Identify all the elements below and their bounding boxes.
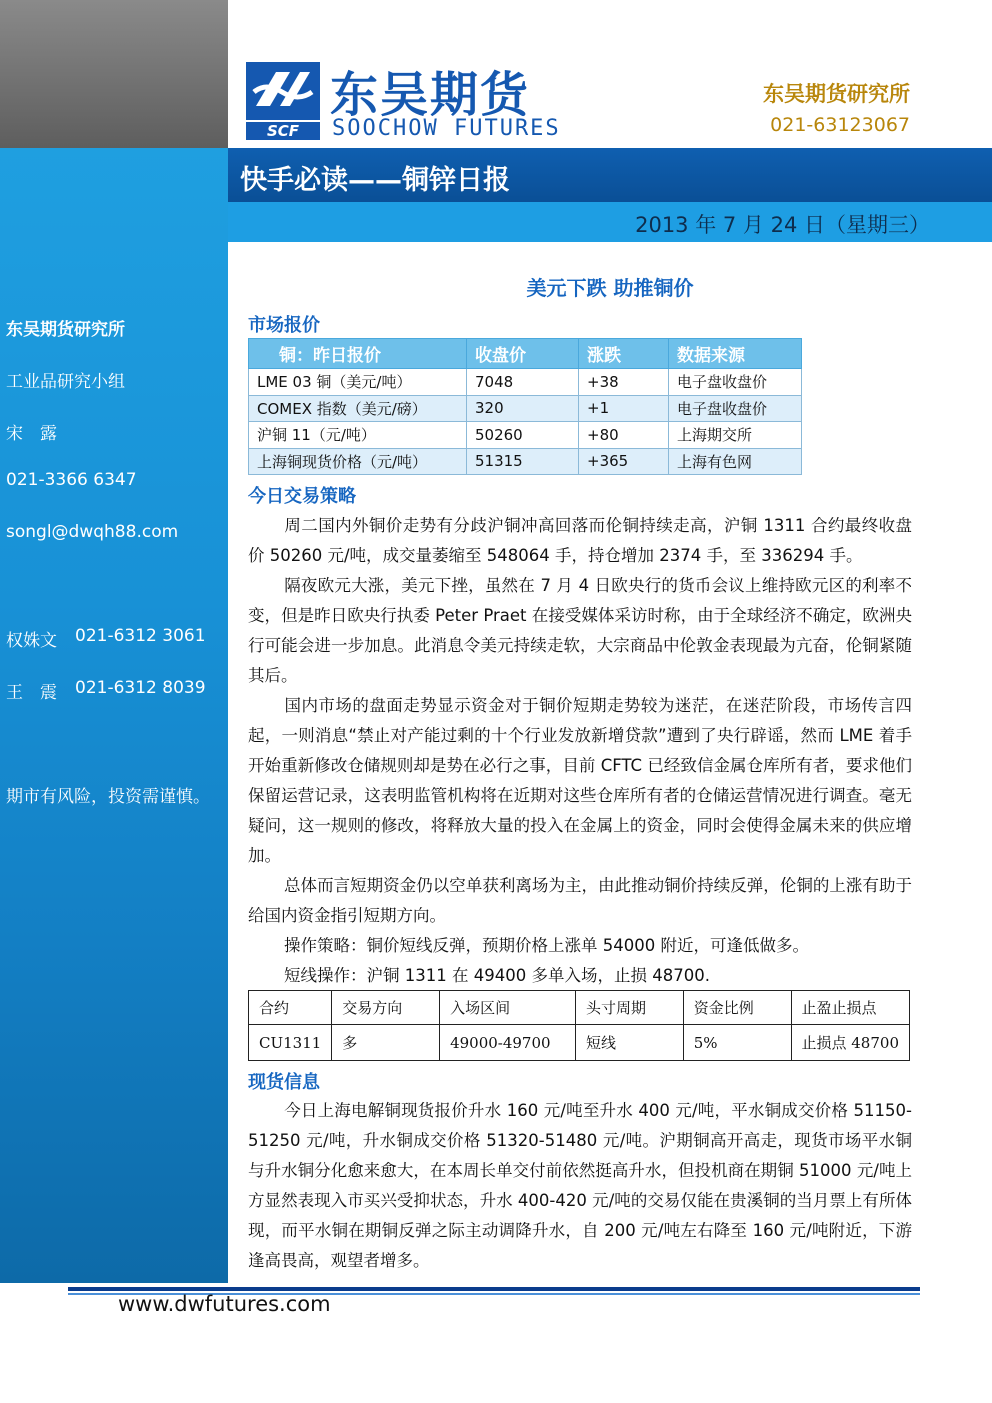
contact-name: 权姝文 — [6, 631, 57, 651]
footer-divider — [68, 1287, 920, 1291]
sidebar-analyst-phone: 021-3366 6347 — [6, 470, 137, 490]
table-cell: 交易方向 — [332, 991, 440, 1025]
table-cell: +38 — [579, 369, 669, 396]
table-cell: 止盈止损点 — [791, 991, 910, 1025]
table-cell: +80 — [579, 422, 669, 449]
strategy-paragraph: 操作策略：铜价短线反弹，预期价格上涨单 54000 附近，可逢低做多。 — [284, 936, 809, 955]
table-cell: 上海期交所 — [669, 422, 802, 449]
strategy-paragraph: 隔夜欧元大涨，美元下挫，虽然在 7 月 4 日欧央行的货币会议上维持欧元区的利率不变，但是昨日欧央行执委 Peter Praet 在接受媒体采访时称，由于全球经济不确定，欧洲央行可能会进一步加息。此消息令美元持续走软，大宗商品中伦敦金表现最为亢奋，伦铜紧随其后。 — [248, 576, 912, 685]
table-row — [249, 369, 802, 396]
spot-paragraph: 今日上海电解铜现货报价升水 160 元/吨至升水 400 元/吨，平水铜成交价格 51150-51250 元/吨，升水铜成交价格 51320-51480 元/吨。沪期铜高开高走，现货市场平水铜与升水铜分化愈来愈大，在本周长单交付前依然挺高升水，但投机商在期铜 51000 元/吨上方显然表现入市买兴受抑状态，升水 400-420 元/吨的交易仅能在贵溪铜的当月票上有所体现，而平水铜在期铜反弹之际主动调降升水，自 200 元/吨左右降至 160 元/吨附近，下游逢高畏高，观望者增多。 — [248, 1101, 912, 1270]
market-heading: 市场报价 — [248, 315, 320, 336]
table-cell: 50260 — [467, 422, 579, 449]
trade-table — [248, 990, 910, 1061]
table-cell: +365 — [579, 448, 669, 475]
contact-phone: 021-6312 3061 — [75, 626, 206, 646]
quote-header-cell: 数据来源 — [669, 339, 802, 369]
table-cell: 320 — [467, 395, 579, 422]
report-title: 快手必读——铜锌日报 — [240, 165, 510, 196]
table-cell: 上海铜现货价格（元/吨） — [249, 448, 467, 475]
brand-name-en: SOOCHOW FUTURES — [332, 116, 561, 141]
sidebar-disclaimer: 期市有风险，投资需谨慎。 — [6, 787, 210, 807]
table-cell: 头寸周期 — [575, 991, 683, 1025]
table-cell: +1 — [579, 395, 669, 422]
table-cell: 上海有色网 — [669, 448, 802, 475]
table-cell: 5% — [683, 1025, 791, 1061]
table-cell: CU1311 — [249, 1025, 332, 1061]
strategy-paragraph: 国内市场的盘面走势显示资金对于铜价短期走势较为迷茫，在迷茫阶段，市场传言四起，一则消息“禁止对产能过剩的十个行业发放新增贷款”遭到了央行辟谣，然而 LME 着手开始重新修改仓储规则却是势在必行之事，目前 CFTC 已经致信金属仓库所有者，要求他们保留运营记录，这表明监管机构将在近期对这些仓库所有者的仓储运营情况进行调查。毫无疑问，这一规则的修改，将释放大量的投入在金属上的资金，同时会使得金属未来的供应增加。 — [248, 696, 912, 865]
table-row — [249, 1025, 910, 1061]
trade-header-row — [249, 991, 910, 1025]
quote-header-cell: 收盘价 — [467, 339, 579, 369]
sidebar-group: 工业品研究小组 — [6, 372, 125, 392]
report-headline: 美元下跌 助推铜价 — [526, 276, 694, 300]
table-row — [249, 395, 802, 422]
strategy-paragraph: 短线操作：沪铜 1311 在 49400 多单入场，止损 48700. — [284, 966, 710, 985]
table-cell: 入场区间 — [440, 991, 576, 1025]
quote-header-row — [249, 339, 802, 369]
strategy-paragraph: 周二国内外铜价走势有分歧沪铜冲高回落而伦铜持续走高，沪铜 1311 合约最终收盘价 50260 元/吨，成交量萎缩至 548064 手，持仓增加 2374 手，至 336294 手。 — [248, 516, 912, 565]
table-cell: 短线 — [575, 1025, 683, 1061]
brand-logo — [246, 60, 586, 142]
table-cell: 合约 — [249, 991, 332, 1025]
table-cell: COMEX 指数（美元/磅） — [249, 395, 467, 422]
table-cell: 49000-49700 — [440, 1025, 576, 1061]
brand-name-cn: 东吴期货 — [330, 67, 531, 123]
sidebar-analyst-email[interactable]: songl@dwqh88.com — [6, 522, 179, 542]
quote-table — [248, 338, 802, 475]
strategy-heading: 今日交易策略 — [248, 486, 356, 507]
table-cell: 51315 — [467, 448, 579, 475]
sidebar-contact — [6, 678, 206, 703]
table-cell: 电子盘收盘价 — [669, 395, 802, 422]
logo-mark-text: SCF — [266, 122, 300, 140]
table-cell: 多 — [332, 1025, 440, 1061]
sidebar-institute: 东吴期货研究所 — [6, 320, 125, 340]
table-cell: 电子盘收盘价 — [669, 369, 802, 396]
scf-logo-icon — [246, 62, 320, 140]
footer-url-link[interactable]: www.dwfutures.com — [118, 1292, 331, 1316]
sidebar-contact — [6, 626, 206, 651]
header-phone: 021-63123067 — [770, 114, 910, 136]
quote-header-cell: 铜：昨日报价 — [249, 339, 467, 369]
spot-heading: 现货信息 — [248, 1072, 320, 1093]
table-cell: 资金比例 — [683, 991, 791, 1025]
table-row — [249, 422, 802, 449]
table-cell: 7048 — [467, 369, 579, 396]
table-cell: LME 03 铜（美元/吨） — [249, 369, 467, 396]
table-cell: 沪铜 11（元/吨） — [249, 422, 467, 449]
header-institute: 东吴期货研究所 — [763, 82, 910, 106]
sidebar-body — [0, 148, 228, 1283]
title-band — [228, 148, 992, 202]
sidebar — [0, 0, 228, 1283]
contact-name: 王 震 — [6, 683, 57, 703]
quote-header-cell: 涨跌 — [579, 339, 669, 369]
strategy-paragraph: 总体而言短期资金仍以空单获利离场为主，由此推动铜价持续反弹，伦铜的上涨有助于给国内资金指引短期方向。 — [248, 876, 912, 925]
date-band — [228, 202, 992, 242]
table-cell: 止损点 48700 — [791, 1025, 910, 1061]
contact-phone: 021-6312 8039 — [75, 678, 206, 698]
sidebar-analyst: 宋 露 — [6, 424, 57, 444]
report-date: 2013 年 7 月 24 日（星期三） — [635, 213, 930, 237]
table-row — [249, 448, 802, 475]
sidebar-top-block — [0, 0, 228, 148]
